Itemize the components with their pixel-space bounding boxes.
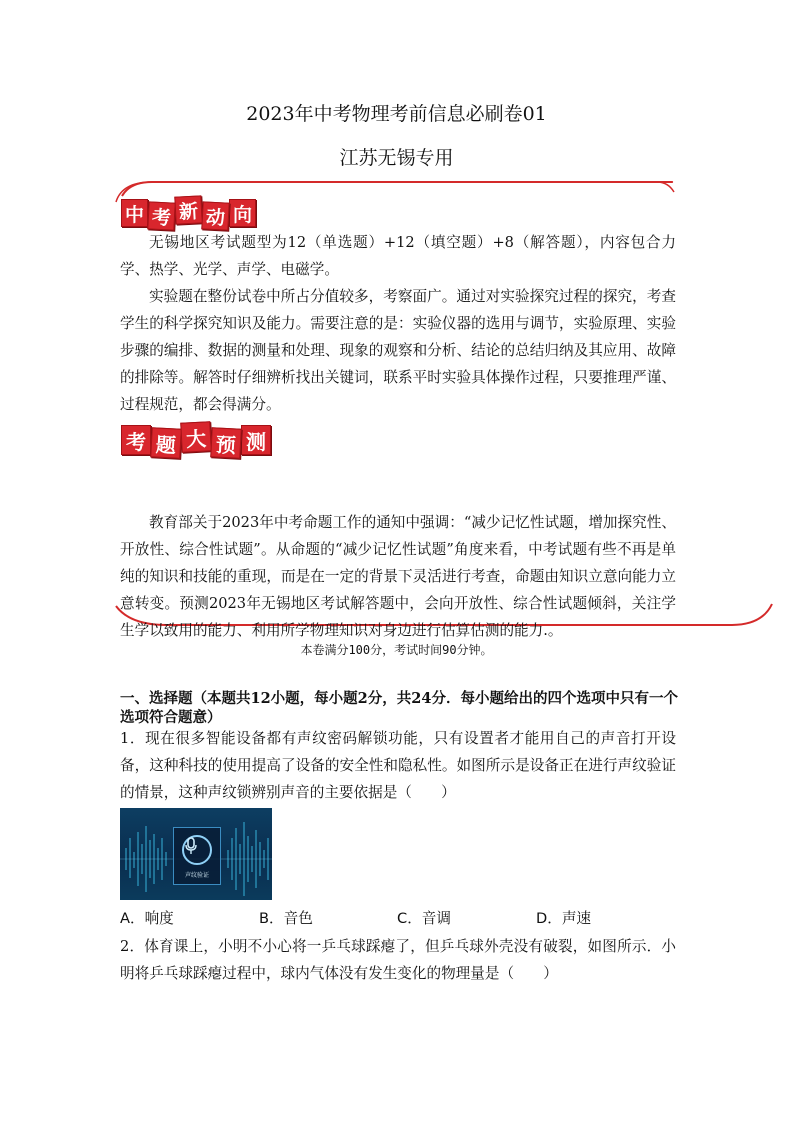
mic-panel <box>173 827 221 885</box>
page-subtitle: 江苏无锡专用 <box>339 147 454 169</box>
banner-char: 新 <box>174 195 202 224</box>
option-d: D．声速 <box>536 910 592 927</box>
section-heading: 一、选择题（本题共12小题，每小题2分，共24分．每小题给出的四个选项中只有一个选项符合题意） <box>120 690 678 726</box>
trends-paragraph-1: 无锡地区考试题型为12（单选题）+12（填空题）+8（解答题），内容包合力学、热学、光学、声学、电磁学。 <box>120 234 676 278</box>
microphone-icon <box>182 835 212 865</box>
banner-char: 中 <box>121 199 148 227</box>
image-caption: 声纹验证 <box>184 872 209 879</box>
option-a: A．响度 <box>120 910 174 927</box>
trends-paragraph-2: 实验题在整份试卷中所占分值较多，考察面广。通过对实验探究过程的探究，考查学生的科学探究知识及能力。需要注意的是：实验仪器的选用与调节，实验原理、实验步骤的编排、数据的测量和处理、现象的观察和分析、结论的总结归纳及其应用、故障的排除等。解答时仔细辨析找出关键词，联系平时实验具体操作过程，只要推理严谨、过程规范，都会得满分。 <box>120 288 676 413</box>
banner-char: 向 <box>229 199 256 227</box>
banner-char: 考 <box>121 425 151 455</box>
banner-char: 考 <box>147 201 175 230</box>
question-2-text: 2．体育课上，小明不小心将一乒乓球踩瘪了，但乒乓球外壳没有破裂，如图所示．小明将乒乓球踩瘪过程中，球内气体没有发生变化的物理量是（ ） <box>120 938 676 982</box>
banner-char: 预 <box>210 427 242 459</box>
option-b: B．音色 <box>259 910 313 927</box>
banner-char: 题 <box>150 427 182 459</box>
banner-char: 测 <box>241 425 271 455</box>
banner-char: 动 <box>201 201 229 230</box>
voiceprint-image <box>120 808 272 900</box>
banner-char: 大 <box>180 421 212 453</box>
exam-note: 本卷满分100分，考试时间90分钟。 <box>300 643 493 657</box>
predict-paragraph: 教育部关于2023年中考命题工作的通知中强调：“减少记忆性试题，增加探究性、开放性、综合性试题”。从命题的“减少记忆性试题”角度来看，中考试题有些不再是单纯的知识和技能的重现，而是在一定的背景下灵活进行考查，命题由知识立意向能力立意转变。预测2023年无锡地区考试解答题中，会向开放性、综合性试题倾斜，关注学生学以致用的能力、利用所学物理知识对身边进行估算估测的能力.。 <box>120 514 676 639</box>
question-1-text: 1．现在很多智能设备都有声纹密码解锁功能，只有设置者才能用自己的声音打开设备，这种科技的使用提高了设备的安全性和隐私性。如图所示是设备正在进行声纹验证的情景，这种声纹锁辨别声音的主要依据是（ ） <box>120 730 676 801</box>
option-c: C．音调 <box>397 910 451 927</box>
banner-trends <box>121 199 256 227</box>
page-title: 2023年中考物理考前信息必刷卷01 <box>246 103 547 125</box>
banner-predict <box>121 425 271 458</box>
